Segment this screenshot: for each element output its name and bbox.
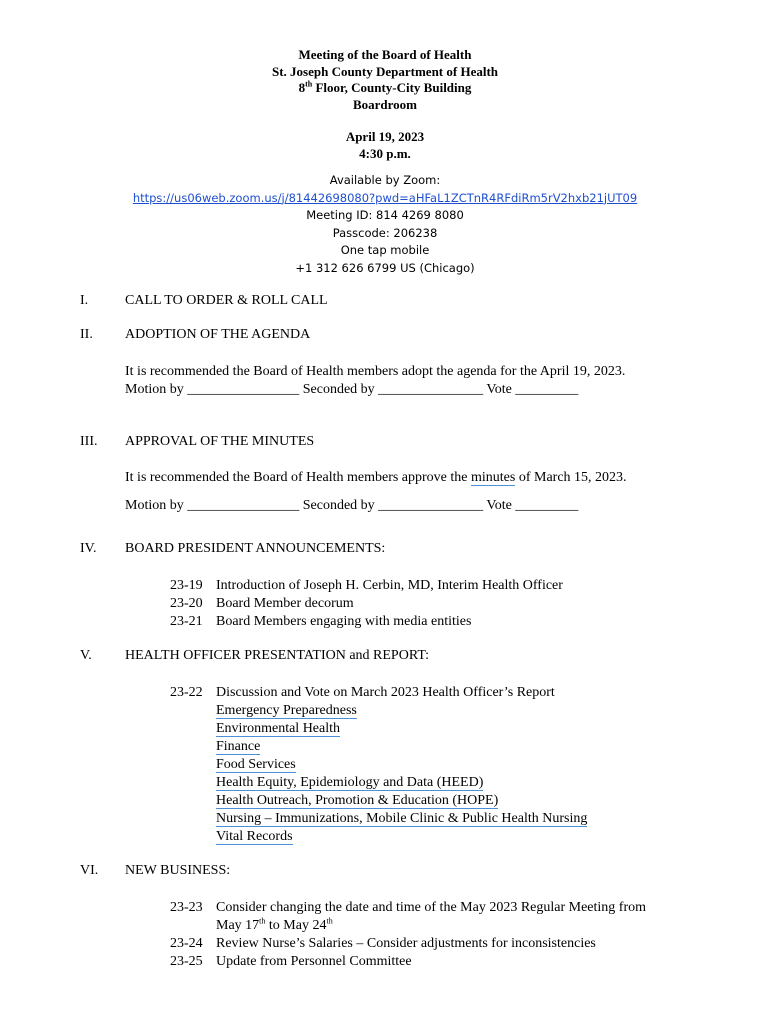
agenda-item: 23-22 Discussion and Vote on March 2023 Health Officer’s Report	[170, 685, 555, 700]
meeting-datetime	[0, 129, 770, 162]
meeting-time: 4:30 p.m.	[359, 145, 411, 161]
agenda-item: 23-19 Introduction of Joseph H. Cerbin, MD, Interim Health Officer	[170, 578, 563, 593]
agenda-item: 23-24 Review Nurse’s Salaries – Consider adjustments for inconsistencies	[170, 936, 596, 951]
report-link-hope[interactable]: Health Outreach, Promotion & Education (HOPE)	[216, 793, 499, 808]
agenda-item: 23-23 Consider changing the date and time of the May 2023 Regular Meeting from	[170, 900, 647, 915]
agenda-motion-line: Motion by ________________ Seconded by _______________ Vote _________	[125, 382, 579, 397]
minutes-motion-line: Motion by ________________ Seconded by _______________ Vote _________	[125, 498, 579, 513]
header-location: 8th Floor, County-City Building	[298, 79, 472, 95]
agenda-recommendation: It is recommended the Board of Health members adopt the agenda for the April 19, 2023.	[125, 364, 626, 379]
zoom-label: Available by Zoom:	[329, 173, 441, 187]
zoom-phone: +1 312 626 6799 US (Chicago)	[295, 260, 475, 275]
section-number: VI.	[80, 863, 99, 878]
zoom-passcode: Passcode: 206238	[332, 225, 438, 240]
section-heading: APPROVAL OF THE MINUTES	[125, 434, 315, 449]
section-heading: BOARD PRESIDENT ANNOUNCEMENTS:	[125, 541, 386, 556]
report-link-emergency-preparedness[interactable]: Emergency Preparedness	[216, 703, 357, 718]
header-department: St. Joseph County Department of Health	[271, 63, 499, 79]
report-link-finance[interactable]: Finance	[216, 739, 261, 754]
zoom-meeting-id: Meeting ID: 814 4269 8080	[306, 208, 464, 222]
agenda-item-continuation: May 17th to May 24th	[216, 916, 333, 933]
zoom-info	[0, 172, 770, 277]
agenda-item: 23-25 Update from Personnel Committee	[170, 954, 412, 969]
section-heading: CALL TO ORDER & ROLL CALL	[125, 293, 328, 308]
report-link-heed[interactable]: Health Equity, Epidemiology and Data (HEED)	[216, 775, 484, 790]
report-link-food-services[interactable]: Food Services	[216, 757, 296, 772]
section-number: I.	[80, 293, 89, 308]
report-link-vital-records[interactable]: Vital Records	[216, 829, 293, 844]
minutes-link[interactable]: minutes	[471, 470, 516, 485]
agenda-item: 23-20 Board Member decorum	[170, 596, 354, 611]
section-heading: ADOPTION OF THE AGENDA	[125, 327, 311, 342]
meeting-date: April 19, 2023	[345, 129, 425, 144]
minutes-recommendation: It is recommended the Board of Health members approve the minutes of March 15, 2023.	[125, 470, 627, 485]
section-number: III.	[80, 434, 98, 449]
report-link-environmental-health[interactable]: Environmental Health	[216, 721, 341, 736]
agenda-item: 23-21 Board Members engaging with media entities	[170, 614, 472, 629]
meeting-header	[0, 47, 770, 113]
zoom-one-tap: One tap mobile	[340, 243, 430, 257]
section-number: II.	[80, 327, 93, 342]
section-number: IV.	[80, 541, 97, 556]
section-heading: HEALTH OFFICER PRESENTATION and REPORT:	[125, 648, 430, 663]
section-heading: NEW BUSINESS:	[125, 863, 231, 878]
header-title: Meeting of the Board of Health	[298, 47, 472, 62]
report-link-nursing[interactable]: Nursing – Immunizations, Mobile Clinic & Public Health Nursing	[216, 811, 588, 826]
header-room: Boardroom	[352, 96, 418, 112]
section-number: V.	[80, 648, 92, 663]
zoom-link[interactable]: https://us06web.zoom.us/j/81442698080?pwd=aHFaL1ZCTnR4RFdiRm5rV2hxb21jUT09	[132, 190, 638, 205]
